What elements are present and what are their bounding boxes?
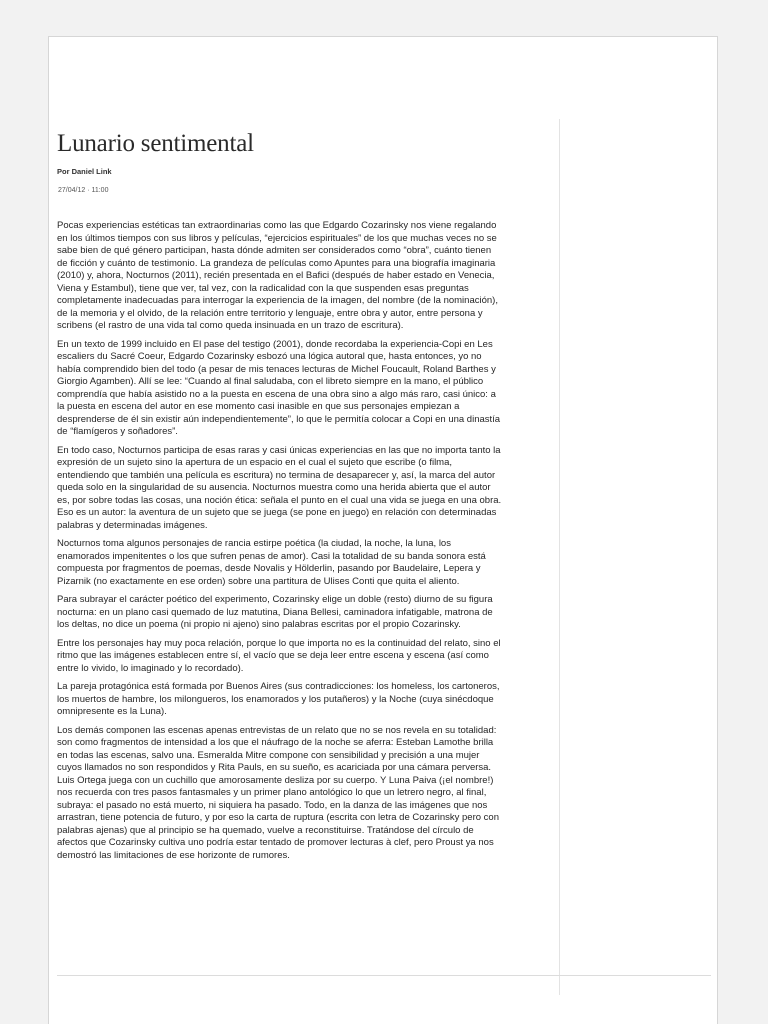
article-body xyxy=(57,220,503,862)
article-paragraph: Para subrayar el carácter poético del experimento, Cozarinsky elige un doble (resto) diurno de su figura nocturna: en un plano casi quemado de luz matutina, Diana Bellesi, caminadora infatigable, matrona de los deltas, no dice un poema (ni propio ni ajeno) sino palabras escritas por el propio Cozarinsky. xyxy=(57,594,493,630)
sidebar-divider xyxy=(559,119,560,995)
article-date: 27/04/12 · 11:00 xyxy=(58,187,109,194)
article-byline: Por Daniel Link xyxy=(57,167,112,176)
footer-divider xyxy=(57,975,711,976)
article xyxy=(57,129,503,868)
article-paragraph: Nocturnos toma algunos personajes de rancia estirpe poética (la ciudad, la noche, la luna, los enamorados impenitentes o los que sufren penas de amor). Casi la totalidad de su banda sonora está compuesta por fragmentos de poemas, desde Novalis y Hölderlin, pasando por Baudelaire, Lepera y Pizarnik (no exactamente en ese orden) sobre una partitura de Ulises Conti que quita el aliento. xyxy=(57,538,486,587)
article-paragraph: Entre los personajes hay muy poca relación, porque lo que importa no es la continuidad del relato, sino el ritmo que las imágenes establecen entre sí, el vacío que se deja leer entre escena y escena (así como entre lo vivido, lo imaginado y lo recordado). xyxy=(57,637,501,674)
article-page xyxy=(48,36,718,1024)
article-paragraph: En un texto de 1999 incluido en El pase del testigo (2001), donde recordaba la experiencia-Copi en Les escaliers du Sacré Coeur, Edgardo Cozarinsky esbozó una lógica autoral que, hasta entonces, yo no había comprendido bien del todo (a pesar de mis tenaces lecturas de Michel Foucault, Roland Barthes y Giorgio Agamben). Allí se lee: “Cuando al final saludaba, con el libreto siempre en la mano, el público comprendía que había asistido no a la puesta en escena de una obra sino a algo más raro, casi único: a la puesta en escena del autor en ese momento casi inasible en que sus personajes empiezan a desprenderse de él sin existir aún independientemente”, lo que le permitía colocar a Copi en una dinastía de “flamígeros y soñadores”. xyxy=(57,338,501,437)
article-paragraph: Pocas experiencias estéticas tan extraordinarias como las que Edgardo Cozarinsky nos viene regalando en los últimos tiempos con sus libros y películas, “ejercicios espirituales” de los que muchas veces no se sabe bien de qué género participan, hasta dónde admiten ser considerados como “obra”, cuánto tienen de ficción y cuánto de testimonio. La grandeza de películas como Apuntes para una biografía imaginaria (2010) y, ahora, Nocturnos (2011), recién presentada en el Bafici (después de haber estado en Venecia, Viena y Estambul), tiene que ver, tal vez, con la radicalidad con la que suspenden esas preguntas completamente inadecuadas para interrogar la experiencia de la imagen, del nombre (de la nominación), de la memoria y el olvido, de la relación entre territorio y lenguaje, entre obra y autor, entre persona y scribens (el rastro de una vida tal como queda insinuada en un trazo de escritura). xyxy=(57,220,498,331)
article-paragraph: Los demás componen las escenas apenas entrevistas de un relato que no se nos revela en su totalidad: son como fragmentos de intensidad a los que el náufrago de la noche se aferra: Esteban Lamothe brilla en todas las escenas, salvo una. Esmeralda Mitre compone con sensibilidad y precisión a una mujer cuyos llamados no son respondidos y Rita Pauls, en su sueño, es acariciada por una cámara perversa. Luis Ortega juega con un cuchillo que amorosamente desliza por su cuerpo. Y Luna Paiva (¡el nombre!) nos recuerda con tres pasos fantasmales y un primer plano antológico lo que un letrero negro, al final, subraya: el pasado no está muerto, ni siquiera ha pasado. Todo, en la danza de las imágenes que nos arrastran, tiene potencia de futuro, y por eso la carta de ruptura (escrita con letra de Cozarinsky pero con palabras ajenas) que al principio se ha quemado, vuelve a reconstituirse. Tratándose del círculo de afectos que Cozarinsky cultiva uno podría estar tentado de promover lecturas à clef, pero Proust ya nos demostró las limitaciones de ese horizonte de rumores. xyxy=(57,724,499,861)
article-paragraph: La pareja protagónica está formada por Buenos Aires (sus contradicciones: los homeless, los cartoneros, los muertos de hambre, los milongueros, los enamorados y los putañeros) y la Noche (cuya sinécdoque omnipresente es la Luna). xyxy=(57,681,500,717)
article-paragraph: En todo caso, Nocturnos participa de esas raras y casi únicas experiencias en las que no importa tanto la expresión de un sujeto sino la apertura de un espacio en el cual el sujeto que escribe (o filma, entendiendo que también una película es escritura) no termina de desaparecer y, así, la marca del autor queda solo en la singularidad de su ausencia. Nocturnos muestra como una herida abierta que el autor es, por sobre todas las cosas, una noción ética: señala el punto en el cual una vida se juega en una obra. Eso es un autor: la aventura de un sujeto que se juega (se pone en juego) en relación con determinadas palabras y determinadas imágenes. xyxy=(57,444,502,531)
article-title: Lunario sentimental xyxy=(57,130,254,157)
